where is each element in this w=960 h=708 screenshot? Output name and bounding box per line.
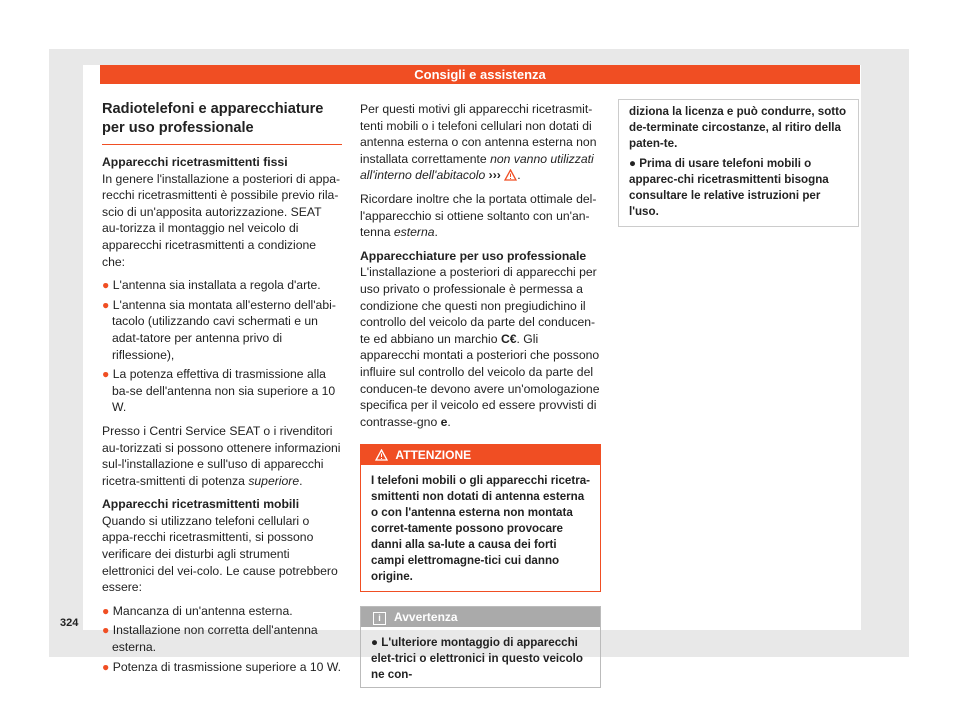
column-2: [360, 101, 601, 688]
list-item: ● Prima di usare telefoni mobili o apparec-chi ricetrasmittenti bisogna consultare le relative istruzioni per l'uso.: [629, 157, 829, 218]
list-item: ● Mancanza di un'antenna esterna.: [102, 603, 293, 618]
warning-header: ATTENZIONE: [361, 445, 600, 465]
list-item: ● L'antenna sia montata all'esterno dell'abi-tacolo (utilizzando cavi schermati e un adat-tatore per antenna privo di riflessione),: [102, 297, 336, 362]
bullet-icon: ●: [102, 659, 110, 674]
note-box-continued: [618, 99, 859, 227]
bullet-icon: ●: [102, 623, 110, 638]
ce-mark: C€: [500, 331, 517, 346]
bullet-icon: ●: [629, 157, 637, 170]
note-box: [360, 606, 601, 688]
list-item: ● L'antenna sia installata a regola d'arte.: [102, 278, 321, 293]
column-1: [102, 100, 342, 678]
bullet-icon: ●: [102, 278, 110, 293]
page-title: Radiotelefoni e apparecchiature per uso professionale: [102, 100, 342, 145]
list-item: ● Installazione non corretta dell'antenna esterna.: [102, 623, 318, 655]
warning-box: [360, 444, 601, 592]
note-text: ● L'ulteriore montaggio di apparecchi elet-trici o elettronici in questo veicolo ne con-: [371, 636, 583, 682]
info-icon: i: [373, 612, 386, 625]
bullet-icon: ●: [102, 297, 110, 312]
warning-text: I telefoni mobili o gli apparecchi ricetra-smittenti non dotati di antenna esterna o con l'antenna esterna non montata corret-tamente possono provocare danni alla sa-lute a causa dei forti campi elettromagne-tici cui danno origine.: [371, 474, 591, 584]
column-3: [618, 99, 859, 227]
paragraph: Ricordare inoltre che la portata ottimale del-l'apparecchio si ottiene soltanto con un'an-tenna esterna.: [360, 191, 597, 240]
bullet-icon: ●: [102, 367, 110, 382]
warning-icon: [504, 169, 517, 181]
section-header: Consigli e assistenza: [100, 65, 860, 84]
note-text: diziona la licenza e può condurre, sotto de-terminate circostanze, al ritiro della paten-te.: [629, 105, 847, 150]
bullet-icon: ●: [102, 603, 110, 618]
paragraph: Quando si utilizzano telefoni cellulari o appa-recchi ricetrasmittenti, si possono verificare dei disturbi agli strumenti elettronici del vei-colo. Le cause potrebbero essere:: [102, 513, 338, 595]
warning-icon: [375, 449, 388, 461]
paragraph: Per questi motivi gli apparecchi ricetrasmit-tenti mobili o i telefoni cellulari non dotati di antenna esterna o con antenna esterna non installata correttamente non vanno utilizzati all'interno dell'abitacolo ››› .: [360, 102, 597, 183]
crossref-arrow[interactable]: ›››: [488, 168, 501, 183]
paragraph: Presso i Centri Service SEAT o i rivenditori au-torizzati si possono ottenere informazioni sul-l'installazione e sull'uso di apparecchi ricetra-smittenti di potenza superiore.: [102, 423, 341, 488]
bullet-icon: ●: [371, 636, 379, 650]
list-item: ● La potenza effettiva di trasmissione alla ba-se dell'antenna non sia superiore a 10 W.: [102, 367, 336, 415]
paragraph: L'installazione a posteriori di apparecchi per uso privato o professionale è permessa a condizione che questi non pregiudichino il controllo del veicolo da parte del conducen-te ed abbiano un marchio C€. Gli apparecchi montati a posteriori che possono influire sul controllo del veicolo da parte del conducen-te devono avere un'omologazione specifica per il veicolo ed essere provvisti di contrasse-gno e.: [360, 265, 600, 429]
page-number: 324: [60, 617, 79, 629]
subheading-mobile: Apparecchi ricetrasmittenti mobili: [102, 497, 300, 512]
subheading-professional: Apparecchiature per uso professionale: [360, 248, 587, 263]
paragraph: In genere l'installazione a posteriori di appa-recchi ricetrasmittenti è possibile previo rila-scio di un'apposita autorizzazione. SEAT au-torizza il montaggio nel veicolo di apparecchi ricetrasmittenti a condizione che:: [102, 171, 341, 269]
subheading-fixed: Apparecchi ricetrasmittenti fissi: [102, 155, 288, 169]
list-item: ● Potenza di trasmissione superiore a 10 W.: [102, 659, 342, 674]
note-header: i Avvertenza: [361, 607, 600, 627]
